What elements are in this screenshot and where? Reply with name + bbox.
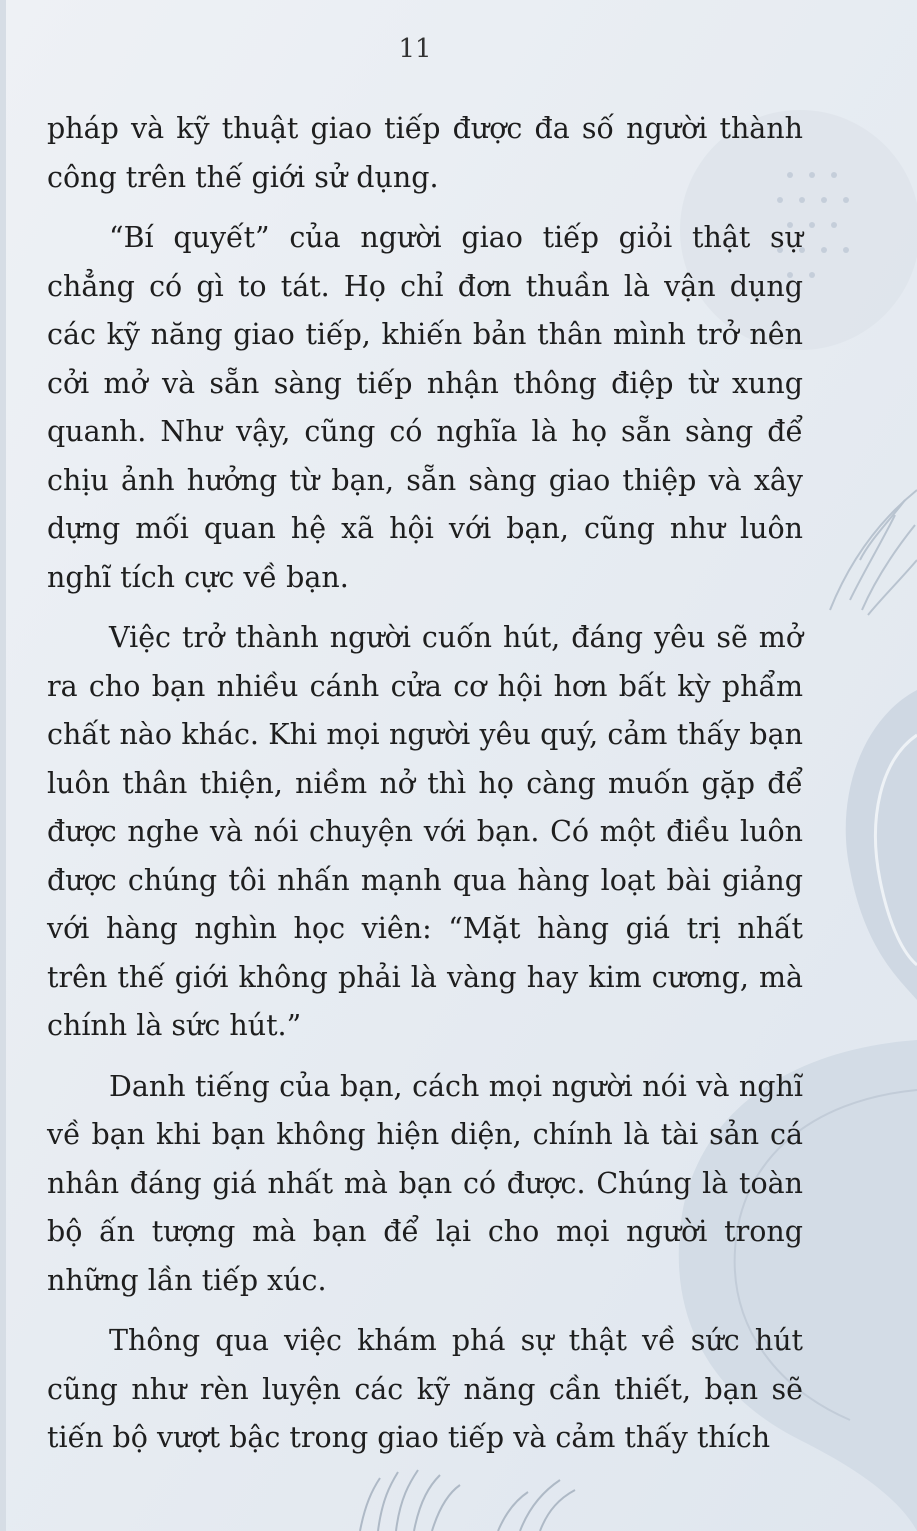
body-text bbox=[47, 105, 803, 1463]
paragraph-5: Thông qua việc khám phá sự thật về sức hút cũng như rèn luyện các kỹ năng cần thiết, bạn sẽ tiến bộ vượt bậc trong giao tiếp và cảm thấy thích bbox=[47, 1324, 803, 1454]
paragraph-1: pháp và kỹ thuật giao tiếp được đa số người thành công trên thế giới sử dụng. bbox=[47, 112, 803, 194]
paragraph-3: Việc trở thành người cuốn hút, đáng yêu sẽ mở ra cho bạn nhiều cánh cửa cơ hội hơn bất kỳ phẩm chất nào khác. Khi mọi người yêu quý, cảm thấy bạn luôn thân thiện, niềm nở thì họ càng muốn gặp để được nghe và nói chuyện với bạn. Có một điều luôn được chúng tôi nhấn mạnh qua hàng loạt bài giảng với hàng nghìn học viên: “Mặt hàng giá trị nhất trên thế giới không phải là vàng hay kim cương, mà chính là sức hút.” bbox=[47, 621, 803, 1042]
page-number: 11 bbox=[398, 34, 432, 64]
paragraph-2: “Bí quyết” của người giao tiếp giỏi thật sự chẳng có gì to tát. Họ chỉ đơn thuần là vận dụng các kỹ năng giao tiếp, khiến bản thân mình trở nên cởi mở và sẵn sàng tiếp nhận thông điệp từ xung quanh. Như vậy, cũng có nghĩa là họ sẵn sàng để chịu ảnh hưởng từ bạn, sẵn sàng giao thiệp và xây dựng mối quan hệ xã hội với bạn, cũng như luôn nghĩ tích cực về bạn. bbox=[47, 221, 803, 594]
paragraph-4: Danh tiếng của bạn, cách mọi người nói và nghĩ về bạn khi bạn không hiện diện, chính là tài sản cá nhân đáng giá nhất mà bạn có được. Chúng là toàn bộ ấn tượng mà bạn để lại cho mọi người trong những lần tiếp xúc. bbox=[47, 1069, 803, 1297]
left-edge-shadow bbox=[0, 0, 6, 1531]
